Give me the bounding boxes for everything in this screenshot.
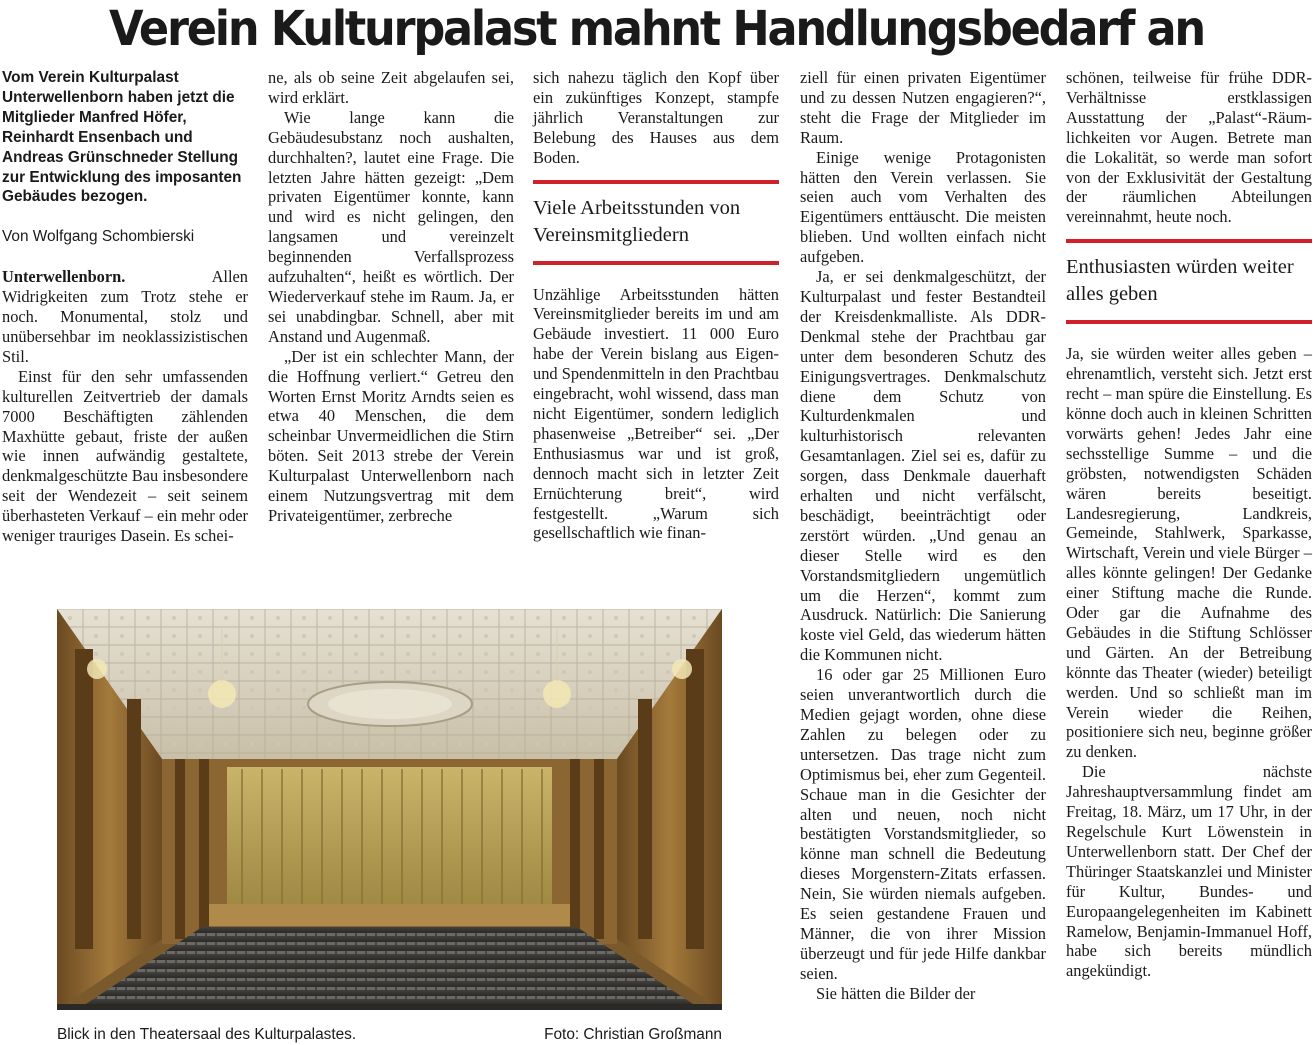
paragraph-text: sich nahezu täglich den Kopf über ein zukünftiges Konzept, stampfe jährlich Veranstaltungen zur Belebung des Hauses aus dem Boden.: [533, 68, 779, 167]
paragraph: Einige wenige Protagonisten hätten den Verein verlassen. Sie seien auch vom Verhalten des Eigentümers enttäuscht. Die meisten blieben. Und wollten einfach nicht aufgeben.: [800, 147, 1046, 267]
photo-credit: Foto: Christian Großmann: [544, 1026, 722, 1043]
paragraph-text: Unzählige Arbeitsstunden hätten Vereinsmitglieder bereits im und am Gebäude investiert. 11 000 Euro habe der Verein bislang aus Eigen- und Spendenmitteln in den Prachtbau eingebracht, wohl wissend, dass man nicht Eigentümer, sondern lediglich phasenweise „Betreiber“ sei. „Der Enthusiasmus war und ist groß, dennoch macht sich in letzter Zeit Ernüchterung breit“, wird festgestellt. „Warum sich gesellschaftlich wie finan-: [533, 284, 779, 543]
subhead: Viele Arbeitsstunden von Vereinsmitgliedern: [533, 180, 779, 265]
column-4: [800, 68, 1046, 1004]
paragraph: [268, 68, 514, 108]
paragraph: [1066, 68, 1312, 227]
dateline: Unterwellenborn.: [2, 267, 126, 287]
theater-hall-photo: [57, 609, 722, 1010]
paragraph: [800, 68, 1046, 148]
paragraph: Die nächste Jahreshauptversammlung findet am Freitag, 18. März, um 17 Uhr, in der Regelschule Kurt Löwenstein in Unterwellenborn statt. Der Chef der Thüringer Staatskanzlei und Minister für Kultur, Bundes- und Europaangelegenheiten im Kabinett Ramelow, Benjamin-Immanuel Hoff, habe sich bereits mündlich angekündigt.: [1066, 762, 1312, 981]
paragraph: [533, 68, 779, 168]
paragraph-text: Einst für den sehr umfassenden kulturellen Zeitvertrieb der damals 7000 Beschäftigten zählenden Maxhütte gebaut, friste der außen wie innen aufwändig gestaltete, denkmalgeschützte Bau insbesondere seit der Wendezeit – seit seinem überhasteten Verkauf – ein mehr oder weniger trauriges Dasein. Es schei-: [2, 366, 248, 546]
paragraph-text: Allen Widrigkeiten zum Trotz stehe er noch. Monumental, stolz und unübersehbar im neoklassizistischen Stil.: [2, 267, 248, 366]
paragraph: [533, 285, 779, 544]
paragraph: Ja, er sei denkmalgeschützt, der Kulturpalast und fester Bestandteil der Kreisdenkmalliste. Als DDR-Denkmal stehe der Prachtbau gar unter dem besonderen Schutz des Einigungsvertrages. Denkmalschutz diene dem Schutz von Kulturdenkmalen und kulturhistorisch relevanten Gesamtanlagen. Ziel sei es, dafür zu sorgen, dass Denkmale dauerhaft erhalten und nicht verfälscht, beschädigt, beeinträchtigt oder zerstört würden. „Und genau an dieser Stelle wird es den Vorstandsmitgliedern ungemütlich um die Herzen“, kommt zum Ausdruck. Natürlich: Die Sanierung koste viel Geld, das wiederum hätten die Kommunen nicht.: [800, 267, 1046, 665]
paragraph-text: schönen, teilweise für frühe DDR-Verhältnisse erstklassigen Ausstattung der „Palast“-Räumlichkeiten vor Augen. Betrete man die Lokalität, so werde man sofort von der Exklusivität der Gestaltung der räumlichen Abteilungen vereinnahmt, heute noch.: [1066, 68, 1312, 227]
paragraph-text: „Der ist ein schlechter Mann, der die Hoffnung verliert.“ Getreu den Worten Ernst Moritz Arndts seien es etwa 40 Menschen, die dem scheinbar Unvermeidlichen die Stirn böten. Seit 2013 strebe der Verein Kulturpalast Unterwellenborn nach einem Nutzungsvertrag mit dem Privateigentümer, zerbreche: [268, 346, 514, 525]
paragraph: [268, 347, 514, 526]
lede: Vom Verein Kulturpalast Unterwellenborn haben jetzt die Mitglieder Manfred Höfer, Reinhardt Ensenbach und Andreas Grünschneder Stellung zur Entwicklung des imposanten Gebäudes bezogen.: [2, 69, 242, 206]
column-5: [1066, 68, 1312, 981]
theater-hall-illustration: [57, 609, 722, 1010]
paragraph: [800, 984, 1046, 1004]
paragraph: [2, 367, 248, 546]
headline: Verein Kulturpalast mahnt Handlungsbedarf an: [109, 1, 1204, 57]
photo-caption: Blick in den Theatersaal des Kulturpalastes.: [57, 1026, 357, 1043]
subhead: Enthusiasten würden weiter alles geben: [1066, 239, 1312, 324]
column-2: [268, 68, 514, 526]
byline: Von Wolfgang Schombierski: [2, 228, 195, 246]
column-1: [2, 68, 248, 546]
paragraph: Ja, sie würden weiter alles geben – ehrenamtlich, versteht sich. Jetzt erst recht – man spüre die Einstellung. Es könne doch auch in kleinen Schritten vorwärts gehen! Jedes Jahr eine sechsstellige Summe – und die gröbsten, notwendigsten Schäden wären bereits beseitigt. Landesregierung, Landkreis, Gemeinde, Stahlwerk, Sparkasse, Wirtschaft, Verein und viele Bürger – alles könnte gelingen! Der Gedanke einer Stiftung mache die Runde. Oder gar die Aufnahme des Gebäudes in die Stiftung Schlösser und Gärten. An der Betreibung könnte das Theater (wieder) beteiligt werden. Und so schließt man im Verein wieder die Reihen, positioniere sich neu, beginne größer zu denken.: [1066, 344, 1312, 762]
paragraph: Wie lange kann die Gebäudesubstanz noch aushalten, durchhalten?, lautet eine Frage. Die letzten Jahre hätten gezeigt: „Dem privaten Eigentümer konnte, kann und wird es nicht gelingen, den langsamen und vereinzelt beginnenden Verfallsprozess aufzuhalten“, heißt es wörtlich. Der Wiederverkauf stehe im Raum. Ja, er sei unabdingbar. Schnell, aber mit Anstand und Augenmaß.: [268, 107, 514, 346]
paragraph-text: ziell für einen privaten Eigentümer und zu dessen Nutzen engagieren?“, steht die Frage der Mitglieder im Raum.: [800, 68, 1046, 147]
paragraph-text: Sie hätten die Bilder der: [816, 983, 976, 1003]
paragraph: 16 oder gar 25 Millionen Euro seien unverantwortlich durch die Medien gejagt worden, ohne diese Zahlen zu belegen oder zu untersetzen. Das trage nicht zum Optimismus bei, eher zum Gegenteil. Schaue man in die Gesichter der alten und neuen, noch nicht bestätigten Vorstandsmitglieder, so könne man schnell die Bedeutung dieses Morgenstern-Zitats erfassen. Nein, Sie würden niemals aufgeben. Es seien gestandene Frauen und Männer, die von ihrer Mission überzeugt und für jede Hilfe dankbar seien.: [800, 665, 1046, 983]
column-3: [533, 68, 779, 543]
paragraph: [2, 267, 248, 367]
paragraph-text: ne, als ob seine Zeit abgelaufen sei, wird erklärt.: [268, 68, 514, 107]
